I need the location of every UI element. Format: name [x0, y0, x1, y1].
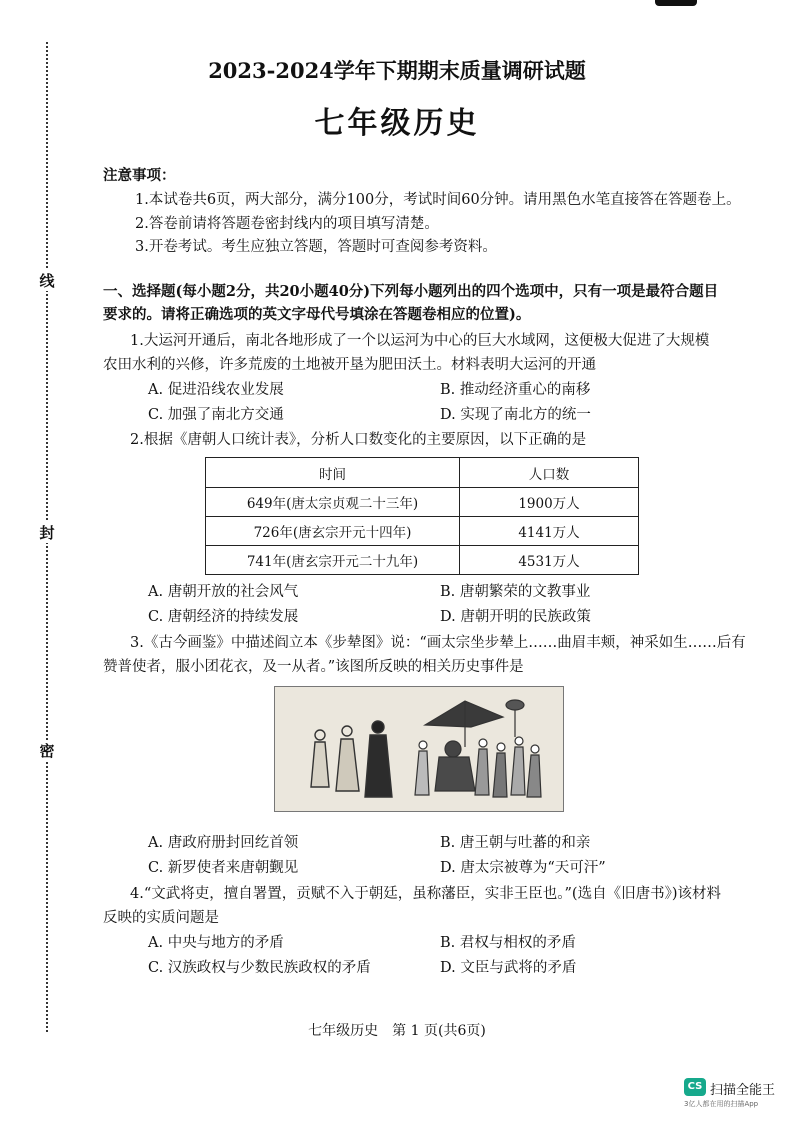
q4-option-b: B. 君权与相权的矛盾 — [440, 935, 576, 951]
page-footer: 七年级历史 第 1 页(共6页) — [308, 1023, 486, 1039]
notice-heading: 注意事项： — [103, 167, 176, 184]
table-row — [206, 488, 639, 517]
q4-option-c: C. 汉族政权与少数民族政权的矛盾 — [148, 960, 371, 976]
seal-close-label: 封 — [39, 524, 55, 542]
seal-line-label: 线 — [39, 272, 55, 290]
painting-image — [274, 686, 564, 812]
notice-item: 2.答卷前请将答题卷密封线内的项目填写清楚。 — [135, 216, 439, 232]
scanner-logo-icon: CS — [684, 1078, 706, 1096]
question-2-stem: 2.根据《唐朝人口统计表》，分析人口数变化的主要原因，以下正确的是 — [130, 432, 587, 448]
q3-option-d: D. 唐太宗被尊为“天可汗” — [440, 860, 606, 876]
question-4-stem-cont: 反映的实质问题是 — [103, 910, 219, 926]
question-1-stem-cont: 农田水利的兴修，许多荒废的土地被开垦为肥田沃土。材料表明大运河的开通 — [103, 357, 596, 373]
notice-item: 3.开卷考试。考生应独立答题，答题时可查阅参考资料。 — [135, 239, 497, 255]
table-header-row — [206, 458, 639, 488]
table-cell-population: 1900万人 — [460, 488, 639, 517]
q2-option-a: A. 唐朝开放的社会风气 — [148, 584, 299, 600]
question-1-stem: 1.大运河开通后，南北各地形成了一个以运河为中心的巨大水域网，这便极大促进了大规模 — [130, 333, 710, 349]
notice-item: 1.本试卷共6页，两大部分，满分100分，考试时间60分钟。请用黑色水笔直接答在答题卷上。 — [135, 192, 741, 208]
corner-mark — [655, 0, 697, 6]
table-cell-time: 741年(唐玄宗开元二十九年) — [206, 546, 460, 575]
scanner-tagline: 3亿人都在用的扫描App — [684, 1100, 759, 1108]
subject-title: 七年级历史 — [314, 106, 480, 141]
table-cell-time: 649年(唐太宗贞观二十三年) — [206, 488, 460, 517]
q3-option-a: A. 唐政府册封回纥首领 — [148, 835, 299, 851]
table-row — [206, 546, 639, 575]
question-4-stem: 4.“文武将吏，擅自署置，贡赋不入于朝廷，虽称藩臣，实非王臣也。”(选自《旧唐书》)该材料 — [130, 886, 721, 902]
section-heading: 一、选择题(每小题2分，共20小题40分)下列每小题列出的四个选项中，只有一项是最符合题目 — [103, 283, 719, 300]
table-cell-population: 4141万人 — [460, 517, 639, 546]
table-cell-time: 726年(唐玄宗开元十四年) — [206, 517, 460, 546]
question-3-stem-cont: 赞普使者，服小团花衣，及一从者。”该图所反映的相关历史事件是 — [103, 659, 524, 675]
q4-option-a: A. 中央与地方的矛盾 — [148, 935, 284, 951]
table-header-population: 人口数 — [460, 458, 639, 488]
q2-option-c: C. 唐朝经济的持续发展 — [148, 609, 299, 625]
q1-option-d: D. 实现了南北方的统一 — [440, 407, 591, 423]
table-row — [206, 517, 639, 546]
q1-option-b: B. 推动经济重心的南移 — [440, 382, 591, 398]
q4-option-d: D. 文臣与武将的矛盾 — [440, 960, 577, 976]
q1-option-c: C. 加强了南北方交通 — [148, 407, 284, 423]
scanner-app-name: 扫描全能王 — [710, 1083, 776, 1098]
q1-option-a: A. 促进沿线农业发展 — [148, 382, 284, 398]
section-heading-cont: 要求的。请将正确选项的英文字母代号填涂在答题卷相应的位置)。 — [103, 306, 531, 323]
table-cell-population: 4531万人 — [460, 546, 639, 575]
q2-option-b: B. 唐朝繁荣的文教事业 — [440, 584, 591, 600]
q2-option-d: D. 唐朝开明的民族政策 — [440, 609, 591, 625]
population-table — [205, 457, 639, 575]
exam-title: 2023-2024学年下期期末质量调研试题 — [208, 58, 586, 83]
seal-mark-label: 密 — [39, 742, 55, 760]
question-3-stem: 3.《古今画鉴》中描述阎立本《步辇图》说：“画太宗坐步辇上……曲眉丰颊，神采如生……后有 — [130, 635, 746, 651]
q3-option-c: C. 新罗使者来唐朝觐见 — [148, 860, 299, 876]
q3-option-b: B. 唐王朝与吐蕃的和亲 — [440, 835, 591, 851]
table-header-time: 时间 — [206, 458, 460, 488]
